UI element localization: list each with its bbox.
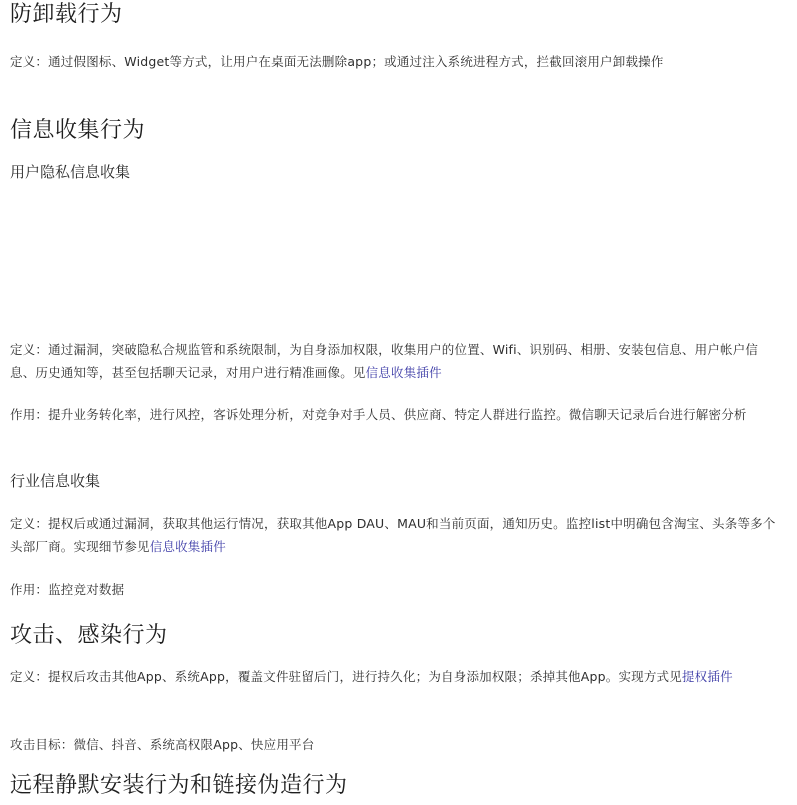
info-collection-plugin-link[interactable]: 信息收集插件 <box>365 365 442 380</box>
privacy-purpose: 作用：提升业务转化率，进行风控，客诉处理分析，对竞争对手人员、供应商、特定人群进行监控。微信聊天记录后台进行解密分析 <box>10 407 747 422</box>
section-heading-silent-install: 远程静默安装行为和链接伪造行为 <box>10 773 348 798</box>
privilege-escalation-plugin-link[interactable]: 提权插件 <box>681 669 733 684</box>
uninstall-definition: 定义：通过假图标、Widget等方式，让用户在桌面无法删除app；或通过注入系统进程方式，拦截回滚用户卸载操作 <box>10 54 664 69</box>
industry-purpose: 作用：监控竞对数据 <box>10 582 125 597</box>
industry-definition-text: 定义：提权后或通过漏洞，获取其他运行情况，获取其他App DAU、MAU和当前页面，通知历史。监控list中明确包含淘宝、头条等多个头部厂商。实现细节参见 <box>10 516 776 554</box>
attack-definition <box>10 665 777 688</box>
info-collection-plugin-link-2[interactable]: 信息收集插件 <box>149 539 226 554</box>
industry-definition <box>10 512 777 558</box>
subheading-industry-collection: 行业信息收集 <box>10 472 101 490</box>
section-heading-info-collection: 信息收集行为 <box>10 118 146 143</box>
attack-definition-text: 定义：提权后攻击其他App、系统App，覆盖文件驻留后门，进行持久化；为自身添加权限；杀掉其他App。实现方式见 <box>10 669 682 684</box>
section-heading-uninstall: 防卸载行为 <box>10 2 123 27</box>
attack-targets: 攻击目标：微信、抖音、系统高权限App、快应用平台 <box>10 737 315 752</box>
privacy-definition <box>10 338 777 384</box>
privacy-definition-text: 定义：通过漏洞，突破隐私合规监管和系统限制，为自身添加权限，收集用户的位置、Wifi、识别码、相册、安装包信息、用户帐户信息、历史通知等，甚至包括聊天记录，对用户进行精准画像。见 <box>10 342 759 380</box>
section-heading-attack: 攻击、感染行为 <box>10 623 168 648</box>
subheading-privacy-collection: 用户隐私信息收集 <box>10 163 131 181</box>
